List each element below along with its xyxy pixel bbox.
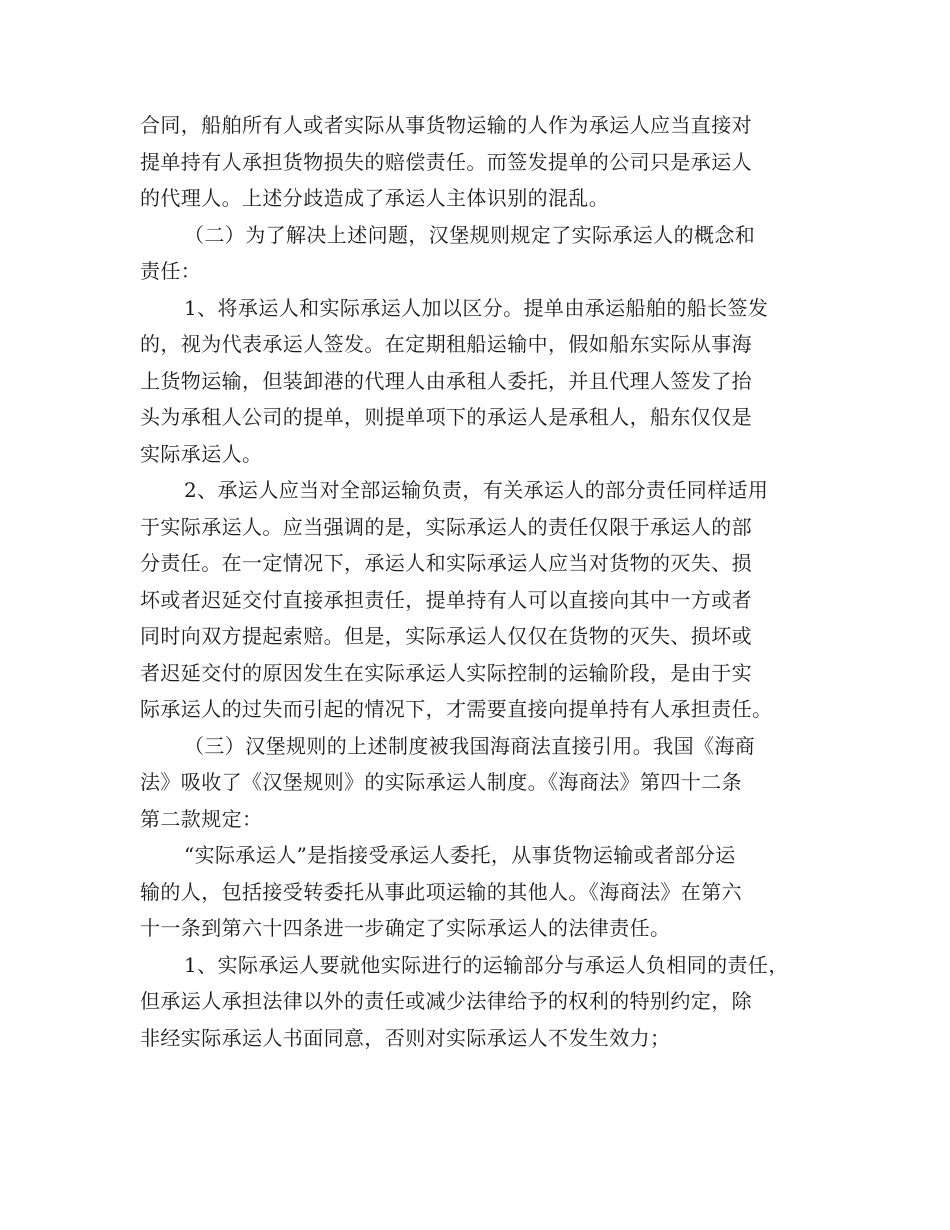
text-line: 分责任。在一定情况下，承运人和实际承运人应当对货物的灭失、损 (140, 551, 752, 575)
text-line: 合同，船舶所有人或者实际从事货物运输的人作为承运人应当直接对 (140, 113, 752, 137)
text-line: 的，视为代表承运人签发。在定期租船运输中，假如船东实际从事海 (140, 332, 752, 356)
text-line: 法》吸收了《汉堡规则》的实际承运人制度。《海商法》第四十二条 (140, 770, 742, 794)
text-line: 责任： (140, 259, 202, 283)
text-line: “实际承运人”是指接受承运人委托，从事货物运输或者部分运 (184, 843, 736, 867)
document-body (140, 107, 820, 1056)
text-line: 上货物运输，但装卸港的代理人由承租人委托，并且代理人签发了抬 (140, 368, 752, 393)
text-line: 坏或者迟延交付直接承担责任，提单持有人可以直接向其中一方或者 (140, 587, 752, 612)
text-line: （二）为了解决上述问题，汉堡规则规定了实际承运人的概念和 (184, 222, 756, 247)
text-line: 头为承租人公司的提单，则提单项下的承运人是承租人，船东仅仅是 (140, 405, 752, 429)
text-line: 实际承运人。 (140, 441, 263, 466)
text-line: 于实际承运人。应当强调的是，实际承运人的责任仅限于承运人的部 (140, 514, 752, 539)
text-line: 十一条到第六十四条进一步确定了实际承运人的法律责任。 (140, 916, 671, 940)
text-line: 同时向双方提起索赔。但是，实际承运人仅仅在货物的灭失、损坏或 (140, 624, 752, 648)
text-line: 非经实际承运人书面同意，否则对实际承运人不发生效力； (140, 1025, 671, 1050)
text-line: 但承运人承担法律以外的责任或减少法律给予的权利的特别约定，除 (140, 989, 752, 1013)
text-line: 第二款规定： (140, 806, 263, 831)
text-line: 1、实际承运人要就他实际进行的运输部分与承运人负相同的责任， (184, 952, 789, 977)
text-line: 提单持有人承担货物损失的赔偿责任。而签发提单的公司只是承运人 (140, 149, 752, 174)
text-line: （三）汉堡规则的上述制度被我国海商法直接引用。我国《海商 (184, 733, 756, 758)
text-line: 2、承运人应当对全部运输负责，有关承运人的部分责任同样适用 (184, 478, 769, 502)
text-line: 者迟延交付的原因发生在实际承运人实际控制的运输阶段，是由于实 (140, 660, 752, 685)
text-line: 输的人，包括接受转委托从事此项运输的其他人。《海商法》在第六 (140, 879, 742, 904)
text-line: 际承运人的过失而引起的情况下，才需要直接向提单持有人承担责任。 (140, 697, 773, 721)
text-line: 的代理人。上述分歧造成了承运人主体识别的混乱。 (140, 186, 610, 210)
text-line: 1、将承运人和实际承运人加以区分。提单由承运船舶的船长签发 (184, 295, 769, 320)
